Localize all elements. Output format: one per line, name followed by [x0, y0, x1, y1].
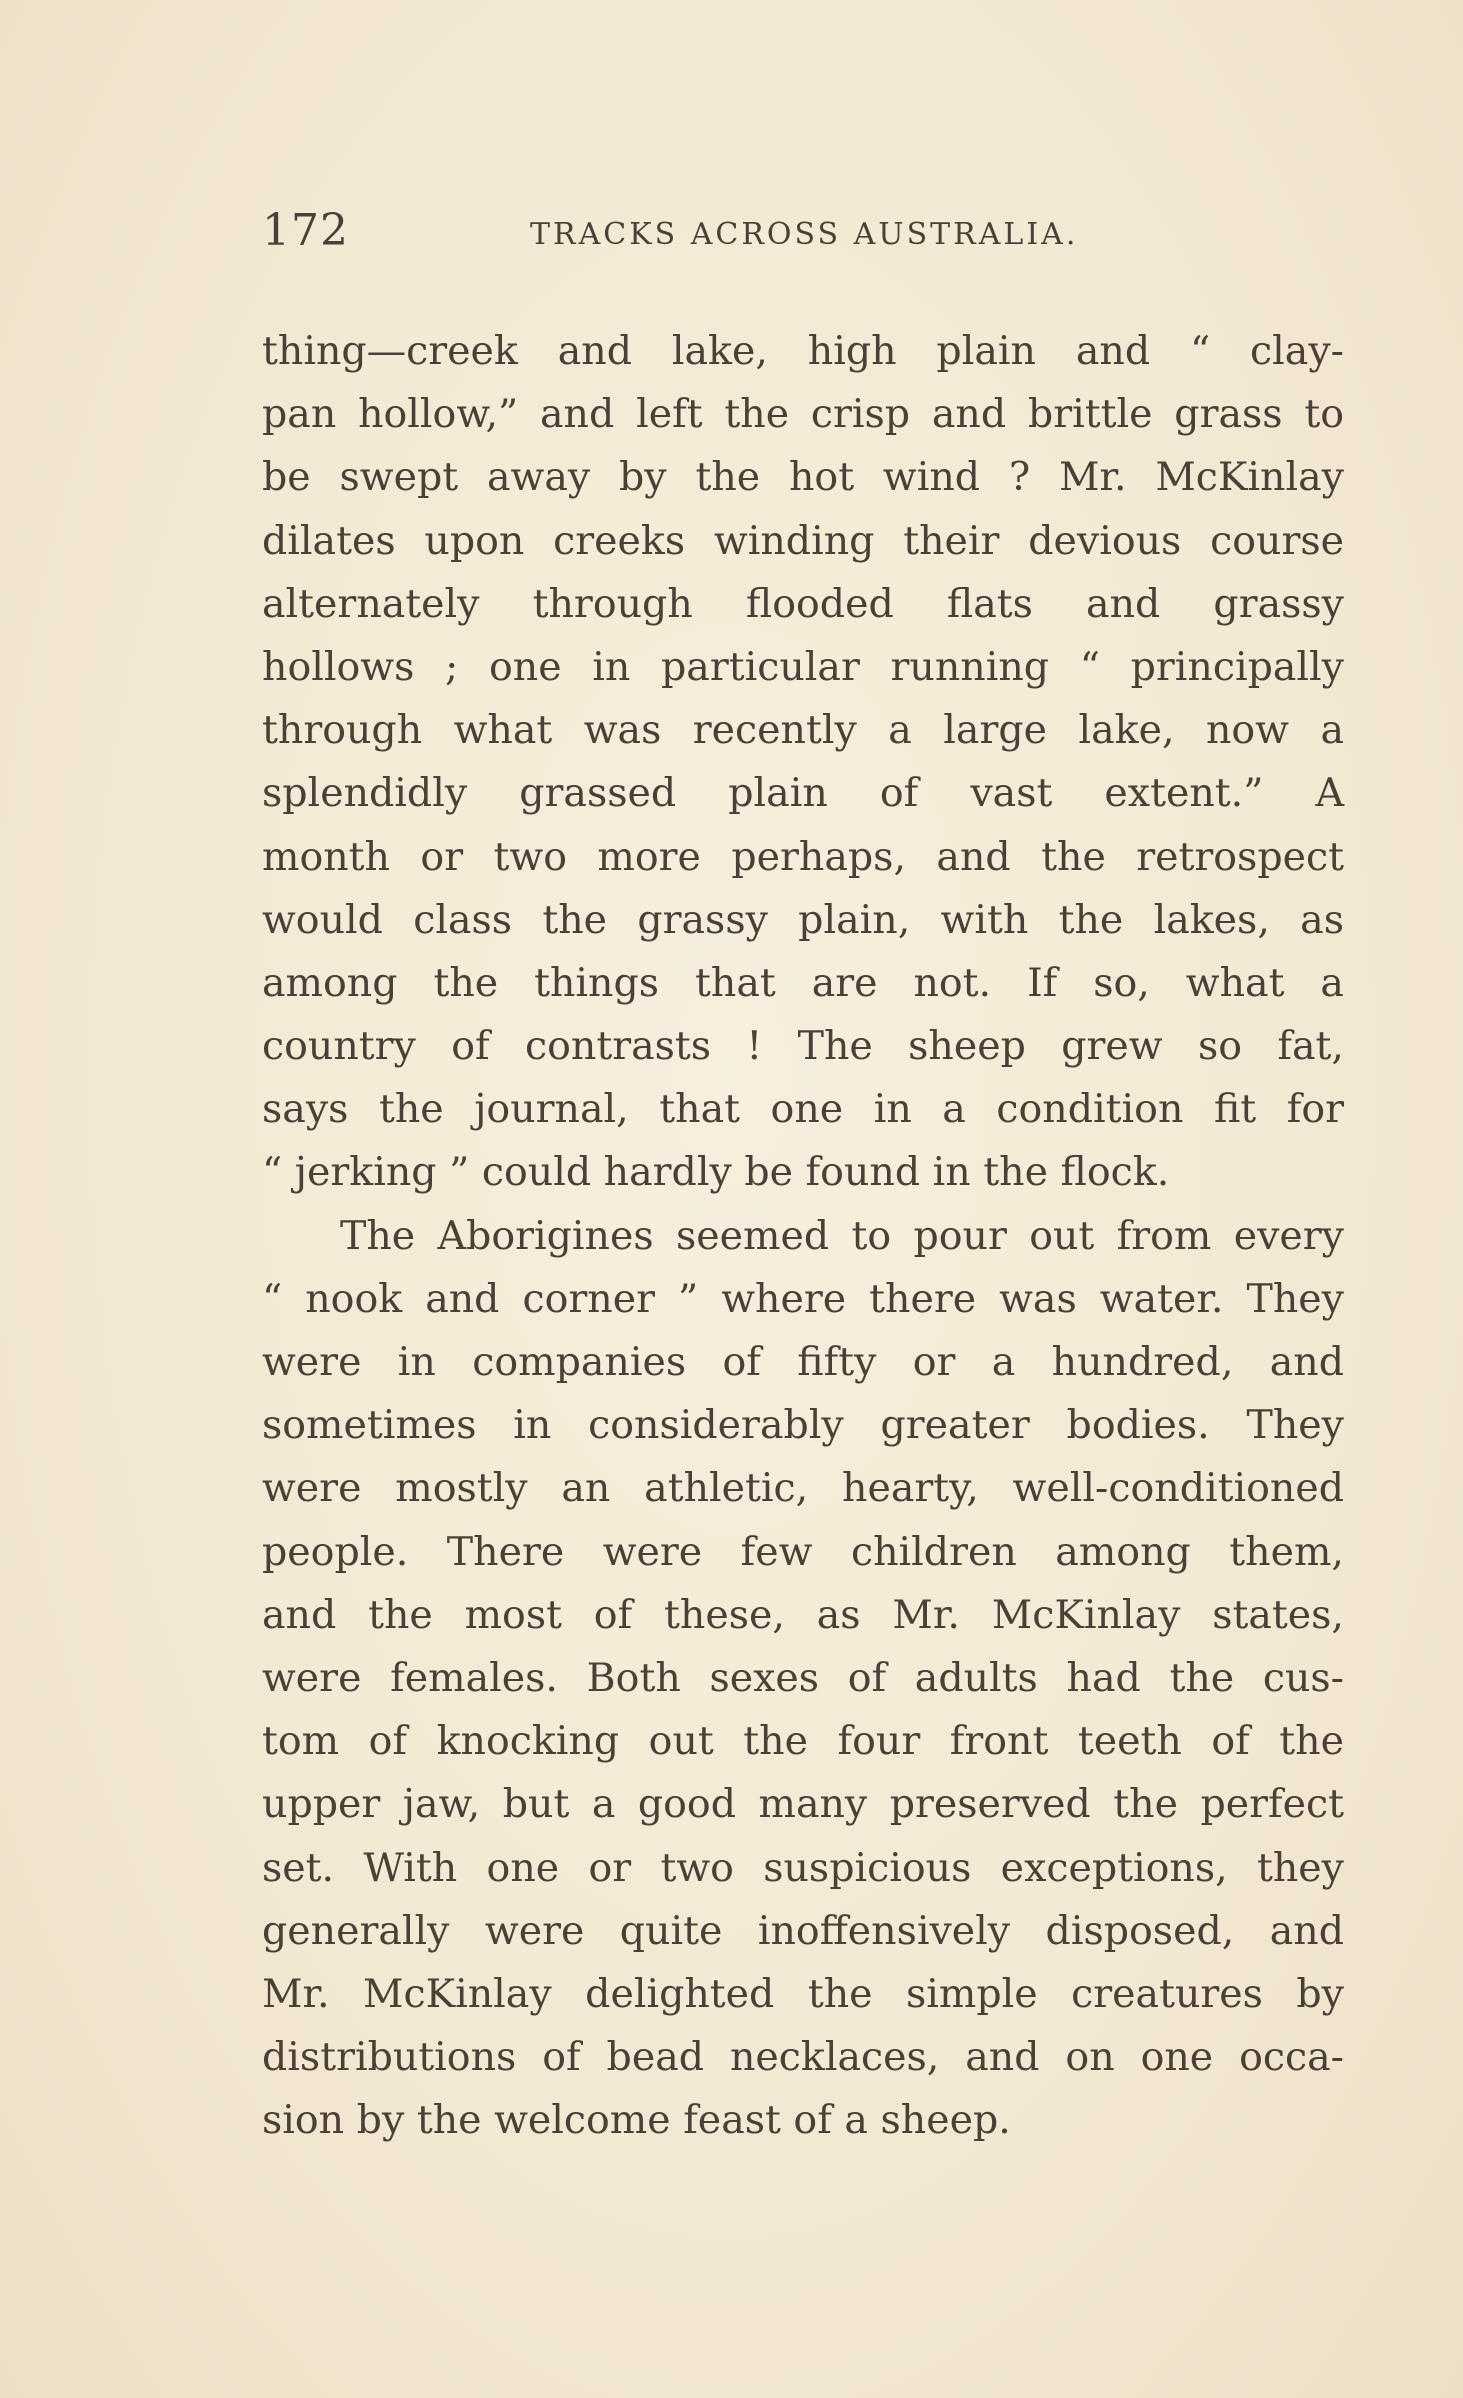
page-number: 172	[262, 205, 349, 256]
text-line: would class the grassy plain, with the lakes, as	[262, 896, 1344, 943]
text-line: sometimes in considerably greater bodies. They	[262, 1402, 1344, 1449]
text-line: generally were quite inoffensively disposed, and	[262, 1907, 1344, 1954]
text-line: people. There were few children among them,	[262, 1528, 1344, 1575]
text-line: splendidly grassed plain of vast extent.” A	[262, 770, 1344, 817]
text-line: “ nook and corner ” where there was water. They	[262, 1275, 1344, 1322]
text-line: be swept away by the hot wind ? Mr. McKinlay	[262, 454, 1344, 501]
running-head: TRACKS ACROSS AUSTRALIA.	[530, 217, 1079, 252]
text-line: thing—creek and lake, high plain and “ clay-	[262, 328, 1344, 374]
text-line: tom of knocking out the four front teeth of the	[262, 1718, 1344, 1765]
page-header	[262, 205, 1344, 265]
text-line: month or two more perhaps, and the retrospect	[262, 833, 1344, 880]
text-line: Mr. McKinlay delighted the simple creatures by	[262, 1970, 1344, 2017]
text-line: pan hollow,” and left the crisp and brittle grass to	[262, 391, 1344, 438]
text-line: set. With one or two suspicious exceptions, they	[262, 1844, 1344, 1891]
body-text	[262, 320, 1344, 2152]
text-line: through what was recently a large lake, now a	[262, 707, 1344, 754]
text-line: were mostly an athletic, hearty, well-conditioned	[262, 1465, 1344, 1512]
text-line: and the most of these, as Mr. McKinlay states,	[262, 1591, 1344, 1638]
text-line: hollows ; one in particular running “ principally	[262, 643, 1344, 690]
text-line: distributions of bead necklaces, and on one occa-	[262, 2034, 1344, 2081]
text-line: dilates upon creeks winding their devious course	[262, 517, 1344, 564]
text-line: alternately through flooded flats and grassy	[262, 580, 1344, 627]
text-line: says the journal, that one in a condition fit for	[262, 1086, 1344, 1133]
text-line: were in companies of fifty or a hundred, and	[262, 1339, 1344, 1385]
text-line: The Aborigines seemed to pour out from every	[340, 1212, 1344, 1259]
text-line: sion by the welcome feast of a sheep.	[262, 2097, 1011, 2144]
text-line: were females. Both sexes of adults had the cus-	[262, 1654, 1344, 1701]
text-line: country of contrasts ! The sheep grew so fat,	[262, 1023, 1344, 1070]
text-line: among the things that are not. If so, what a	[262, 959, 1344, 1006]
text-line: upper jaw, but a good many preserved the perfect	[262, 1781, 1344, 1828]
text-line: “ jerking ” could hardly be found in the flock.	[262, 1149, 1170, 1196]
